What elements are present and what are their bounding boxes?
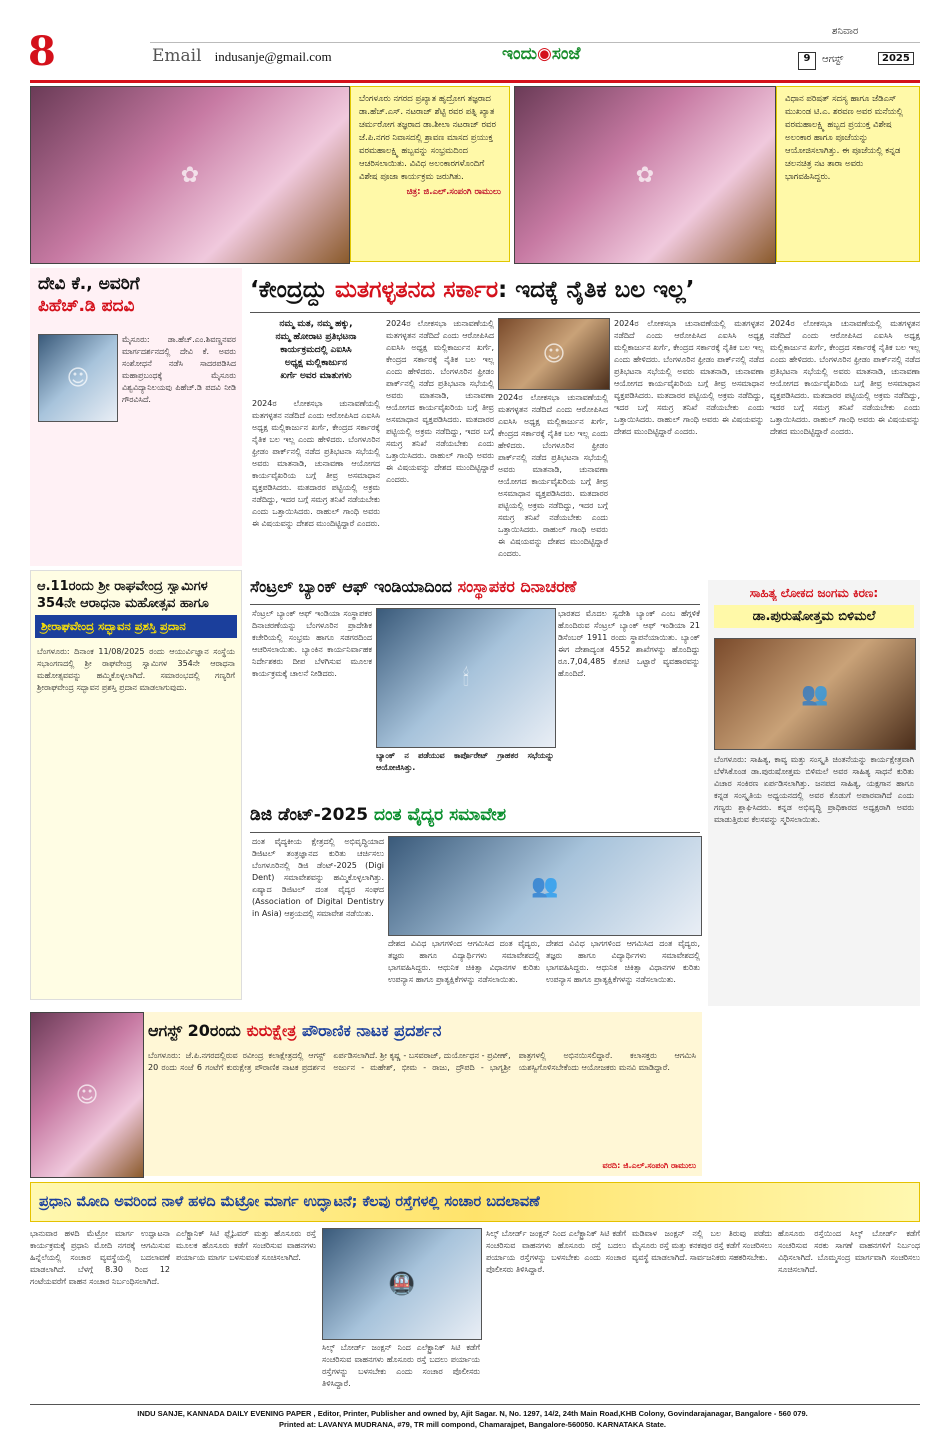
drama-headline-part3: ಪೌರಾಣಿಕ ನಾಟಕ ಪ್ರದರ್ಶನ: [301, 1021, 442, 1040]
photo-credit: ಚಿತ್ರ: ಜಿ.ಎಲ್.ಸಂಪಂಗಿ ರಾಮುಲು: [406, 187, 501, 197]
email-line: [152, 46, 452, 72]
literary-title-line2: ಡಾ.ಪುರುಷೋತ್ತಮ ಬಿಳಿಮಲೆ: [714, 605, 914, 628]
bank-headline-highlight: ಸಂಸ್ಥಾಪಕರ ದಿನಾಚರಣೆ: [457, 577, 577, 596]
festival-pooja-photo: [514, 86, 776, 264]
metro-col4: ಸಿಲ್ಕ್ ಬೋರ್ಡ್ ಜಂಕ್ಷನ್ ನಿಂದ ಎಲೆಕ್ಟ್ರಾನಿಕ್ ಸಿಟಿ ಕಡೆಗೆ ಸಂಚರಿಸುವ ವಾಹನಗಳು ಹೊಸೂರು ರಸ್ತೆ ಬದಲು ಪರ್ಯಾಯ ರಸ್ತೆಗಳನ್ನು ಬಳಸಬೇಕು ಎಂದು ಸಂಚಾರ ಪೊಲೀಸರು ತಿಳಿಸಿದ್ದಾರೆ.: [486, 1229, 626, 1274]
drama-headline-part1: ಆಗಸ್ಟ್ 20ರಂದು: [148, 1021, 247, 1040]
raghavendra-title-line2: 354ನೇ ಆರಾಧನಾ ಮಹೋತ್ಸವ ಹಾಗೂ: [37, 596, 209, 611]
email-label: Email: [152, 46, 202, 66]
drama-headline: [148, 1018, 698, 1044]
metro-col3: ಸಿಲ್ಕ್ ಬೋರ್ಡ್ ಜಂಕ್ಷನ್ ನಿಂದ ಎಲೆಕ್ಟ್ರಾನಿಕ್ ಸಿಟಿ ಕಡೆಗೆ ಸಂಚರಿಸುವ ವಾಹನಗಳು ಹೊಸೂರು ರಸ್ತೆ ಬದಲು ಪರ್ಯಾಯ ರಸ್ತೆಗಳನ್ನು ಬಳಸಬೇಕು ಎಂದು ಸಂಚಾರ ಪೊಲೀಸರು ತಿಳಿಸಿದ್ದಾರೆ.: [322, 1343, 480, 1388]
dental-headline-part1: ಡಿಜಿ ಡೆಂಟ್-2025: [250, 805, 375, 825]
lead-kicker-line5: ಖರ್ಗೆ ಅವರ ಮಾತುಗಳು: [280, 371, 352, 381]
lead-kicker-line1: ನಮ್ಮ ಮತ, ನಮ್ಮ ಹಕ್ಕು,: [279, 319, 353, 329]
imprint-footer: [0, 1408, 945, 1446]
bank-body-left: ಸೆಂಟ್ರಲ್ ಬ್ಯಾಂಕ್ ಆಫ್ ಇಂಡಿಯಾ ಸಂಸ್ಥಾಪಕರ ದಿನಾಚರಣೆಯನ್ನು ಬೆಂಗಳೂರಿನ ಪ್ರಾದೇಶಿಕ ಕಚೇರಿಯಲ್ಲಿ ಸಂಭ್ರಮ ಹಾಗೂ ಸಡಗರದಿಂದ ಆಚರಿಸಲಾಯಿತು. ಬ್ಯಾಂಕಿನ ಕಾರ್ಯನಿರ್ವಾಹಕ ನಿರ್ದೇಶಕರು ದೀಪ ಬೆಳಗಿಸುವ ಮೂಲಕ ಕಾರ್ಯಕ್ರಮಕ್ಕೆ ಚಾಲನೆ ನೀಡಿದರು.: [252, 609, 372, 678]
lead-kicker-line3: ಕಾರ್ಯಕ್ರಮದಲ್ಲಿ ಎಐಸಿಸಿ: [280, 345, 352, 355]
dental-body-mid: ದೇಶದ ವಿವಿಧ ಭಾಗಗಳಿಂದ ಆಗಮಿಸಿದ ದಂತ ವೈದ್ಯರು, ತಜ್ಞರು ಹಾಗೂ ವಿದ್ಯಾರ್ಥಿಗಳು ಸಮಾವೇಶದಲ್ಲಿ ಭಾಗವಹಿಸಿದ್ದರು. ಆಧುನಿಕ ಚಿಕಿತ್ಸಾ ವಿಧಾನಗಳ ಕುರಿತು ಉಪನ್ಯಾಸ ಹಾಗೂ ಪ್ರಾತ್ಯಕ್ಷಿಕೆಗಳನ್ನು ನಡೆಸಲಾಯಿತು.: [388, 939, 540, 984]
lead-body-col1: 2024ರ ಲೋಕಸಭಾ ಚುನಾವಣೆಯಲ್ಲಿ ಮತಗಳ್ಳತನ ನಡೆದಿದೆ ಎಂದು ಆರೋಪಿಸಿದ ಎಐಸಿಸಿ ಅಧ್ಯಕ್ಷ ಮಲ್ಲಿಕಾರ್ಜುನ ಖರ್ಗೆ, ಕೇಂದ್ರದ ಸರ್ಕಾರಕ್ಕೆ ನೈತಿಕ ಬಲ ಇಲ್ಲ ಎಂದು ಹೇಳಿದರು. ಬೆಂಗಳೂರಿನ ಫ್ರೀಡಂ ಪಾರ್ಕ್‌ನಲ್ಲಿ ನಡೆದ ಪ್ರತಿಭಟನಾ ಸಭೆಯಲ್ಲಿ ಅವರು ಮಾತನಾಡಿ, ಚುನಾವಣಾ ಆಯೋಗದ ಕಾರ್ಯವೈಖರಿಯ ಬಗ್ಗೆ ತೀವ್ರ ಅಸಮಾಧಾನ ವ್ಯಕ್ತಪಡಿಸಿದರು. ಮತದಾರರ ಪಟ್ಟಿಯಲ್ಲಿ ಅಕ್ರಮ ನಡೆದಿದ್ದು, ಇದರ ಬಗ್ಗೆ ಸಮಗ್ರ ತನಿಖೆ ನಡೆಯಬೇಕು ಎಂದು ಒತ್ತಾಯಿಸಿದರು. ರಾಹುಲ್ ಗಾಂಧಿ ಅವರು ಈ ವಿಷಯವನ್ನು ದೇಶದ ಮುಂದಿಟ್ಟಿದ್ದಾರೆ ಎಂದರು.: [252, 399, 380, 528]
caption-text: ಬೆಂಗಳೂರು ನಗರದ ಪ್ರಖ್ಯಾತ ಹೃದ್ರೋಗ ತಜ್ಞರಾದ ಡಾ.ಹೆಚ್.ಎಸ್. ನಟರಾಜ್ ಶೆಟ್ಟಿ ರವರ ಪತ್ನಿ ಖ್ಯಾತ ಚರ್ಮರೋಗ ತಜ್ಞರಾದ ಡಾ.ಶೀಲಾ ನಟರಾಜ್ ರವರ ಜೆ.ಪಿ.ನಗರ ನಿವಾಸದಲ್ಲಿ ಶ್ರಾವಣ ಮಾಸದ ಪ್ರಯುಕ್ತ ವರಮಹಾಲಕ್ಷ್ಮಿ ಹಬ್ಬವನ್ನು ಸಂಭ್ರಮದಿಂದ ಆಚರಿಸಲಾಯಿತು. ವಿವಿಧ ಅಲಂಕಾರಗಳೊಂದಿಗೆ ವಿಶೇಷ ಪೂಜಾ ಕಾರ್ಯಕ್ರಮ ಜರುಗಿತು.: [359, 94, 496, 182]
day-label: ಶನಿವಾರ: [832, 26, 859, 37]
dental-rule: [250, 832, 700, 833]
lead-rule: [250, 312, 920, 313]
raghavendra-title-line1: ಆ.11ರಂದು ಶ್ರೀ ರಾಘವೇಂದ್ರ ಸ್ವಾಮಿಗಳ: [37, 579, 208, 594]
festival-caption-left: [350, 86, 510, 262]
email-address: indusanje@gmail.com: [214, 49, 332, 64]
dental-body-left: ದಂತ ವೈದ್ಯಕೀಯ ಕ್ಷೇತ್ರದಲ್ಲಿ ಅಭಿವೃದ್ಧಿಯಾದ ಡಿಜಿಟಲ್ ತಂತ್ರಜ್ಞಾನದ ಕುರಿತು ಚರ್ಚಿಸಲು ಬೆಂಗಳೂರಿನಲ್ಲಿ ಡಿಜಿ ಡೆಂಟ್-2025 (Digi Dent) ಸಮಾವೇಶವನ್ನು ಹಮ್ಮಿಕೊಳ್ಳಲಾಗಿತ್ತು. ಏಷ್ಯಾದ ಡಿಜಿಟಲ್ ದಂತ ವೈದ್ಯರ ಸಂಘದ (Association of Digital Dentistry in Asia) ಆಶ್ರಯದಲ್ಲಿ ಸಮಾವೇಶ ನಡೆಯಿತು.: [252, 837, 384, 918]
bank-lamp-photo: [376, 608, 556, 748]
dental-body-right: ದೇಶದ ವಿವಿಧ ಭಾಗಗಳಿಂದ ಆಗಮಿಸಿದ ದಂತ ವೈದ್ಯರು, ತಜ್ಞರು ಹಾಗೂ ವಿದ್ಯಾರ್ಥಿಗಳು ಸಮಾವೇಶದಲ್ಲಿ ಭಾಗವಹಿಸಿದ್ದರು. ಆಧುನಿಕ ಚಿಕಿತ್ಸಾ ವಿಧಾನಗಳ ಕುರಿತು ಉಪನ್ಯಾಸ ಹಾಗೂ ಪ್ರಾತ್ಯಕ್ಷಿಕೆಗಳನ್ನು ನಡೆಸಲಾಯಿತು.: [546, 939, 700, 984]
person-icon: ☺: [542, 341, 566, 367]
phd-title-line1: ದೇವಿ ಕೆ., ಅವರಿಗೆ: [38, 274, 140, 294]
footer-rule: [30, 1404, 920, 1405]
bank-body-right: ಭಾರತದ ಮೊದಲ ಸ್ವದೇಶಿ ಬ್ಯಾಂಕ್ ಎಂಬ ಹೆಗ್ಗಳಿಕೆ ಹೊಂದಿರುವ ಸೆಂಟ್ರಲ್ ಬ್ಯಾಂಕ್ ಆಫ್ ಇಂಡಿಯಾ 21 ಡಿಸೆಂಬರ್ 1911 ರಂದು ಸ್ಥಾಪನೆಯಾಯಿತು. ಬ್ಯಾಂಕ್ ಈಗ ದೇಶಾದ್ಯಂತ 4552 ಶಾಖೆಗಳನ್ನು ಹೊಂದಿದ್ದು ರೂ.7,04,485 ಕೋಟಿ ಒಟ್ಟಾರೆ ವ್ಯವಹಾರವನ್ನು ಹೊಂದಿದೆ.: [558, 609, 700, 678]
photo-icon: ✿: [635, 162, 655, 188]
bank-headline-part1: ಸೆಂಟ್ರಲ್ ಬ್ಯಾಂಕ್ ಆಫ್ ಇಂಡಿಯಾದಿಂದ: [250, 577, 458, 596]
person-icon: ☺: [66, 365, 90, 391]
bank-photo-caption: ಬ್ಯಾಂಕ್ ನ ಪಡೆಯುವ ಕಾರ್ಪೊರೇಟ್ ಗ್ರಾಹಕರ ಸಭೆಯನ್ನು ಆಯೋಜಿಸಿತ್ತು.: [376, 751, 554, 772]
lead-body-col4: 2024ರ ಲೋಕಸಭಾ ಚುನಾವಣೆಯಲ್ಲಿ ಮತಗಳ್ಳತನ ನಡೆದಿದೆ ಎಂದು ಆರೋಪಿಸಿದ ಎಐಸಿಸಿ ಅಧ್ಯಕ್ಷ ಮಲ್ಲಿಕಾರ್ಜುನ ಖರ್ಗೆ, ಕೇಂದ್ರದ ಸರ್ಕಾರಕ್ಕೆ ನೈತಿಕ ಬಲ ಇಲ್ಲ ಎಂದು ಹೇಳಿದರು. ಬೆಂಗಳೂರಿನ ಫ್ರೀಡಂ ಪಾರ್ಕ್‌ನಲ್ಲಿ ನಡೆದ ಪ್ರತಿಭಟನಾ ಸಭೆಯಲ್ಲಿ ಅವರು ಮಾತನಾಡಿ, ಚುನಾವಣಾ ಆಯೋಗದ ಕಾರ್ಯವೈಖರಿಯ ಬಗ್ಗೆ ತೀವ್ರ ಅಸಮಾಧಾನ ವ್ಯಕ್ತಪಡಿಸಿದರು. ಮತದಾರರ ಪಟ್ಟಿಯಲ್ಲಿ ಅಕ್ರಮ ನಡೆದಿದ್ದು, ಇದರ ಬಗ್ಗೆ ಸಮಗ್ರ ತನಿಖೆ ನಡೆಯಬೇಕು ಎಂದು ಒತ್ತಾಯಿಸಿದರು. ರಾಹುಲ್ ಗಾಂಧಿ ಅವರು ಈ ವಿಷಯವನ್ನು ದೇಶದ ಮುಂದಿಟ್ಟಿದ್ದಾರೆ ಎಂದರು.: [614, 319, 764, 436]
lead-body-col2: 2024ರ ಲೋಕಸಭಾ ಚುನಾವಣೆಯಲ್ಲಿ ಮತಗಳ್ಳತನ ನಡೆದಿದೆ ಎಂದು ಆರೋಪಿಸಿದ ಎಐಸಿಸಿ ಅಧ್ಯಕ್ಷ ಮಲ್ಲಿಕಾರ್ಜುನ ಖರ್ಗೆ, ಕೇಂದ್ರದ ಸರ್ಕಾರಕ್ಕೆ ನೈತಿಕ ಬಲ ಇಲ್ಲ ಎಂದು ಹೇಳಿದರು. ಬೆಂಗಳೂರಿನ ಫ್ರೀಡಂ ಪಾರ್ಕ್‌ನಲ್ಲಿ ನಡೆದ ಪ್ರತಿಭಟನಾ ಸಭೆಯಲ್ಲಿ ಅವರು ಮಾತನಾಡಿ, ಚುನಾವಣಾ ಆಯೋಗದ ಕಾರ್ಯವೈಖರಿಯ ಬಗ್ಗೆ ತೀವ್ರ ಅಸಮಾಧಾನ ವ್ಯಕ್ತಪಡಿಸಿದರು. ಮತದಾರರ ಪಟ್ಟಿಯಲ್ಲಿ ಅಕ್ರಮ ನಡೆದಿದ್ದು, ಇದರ ಬಗ್ಗೆ ಸಮಗ್ರ ತನಿಖೆ ನಡೆಯಬೇಕು ಎಂದು ಒತ್ತಾಯಿಸಿದರು. ರಾಹುಲ್ ಗಾಂಧಿ ಅವರು ಈ ವಿಷಯವನ್ನು ದೇಶದ ಮುಂದಿಟ್ಟಿದ್ದಾರೆ ಎಂದರು.: [386, 319, 494, 484]
lead-headline: [250, 270, 920, 310]
dental-headline-highlight: ದಂತ ವೈದ್ಯರ ಸಮಾವೇಶ: [374, 805, 507, 825]
metro-col2: ಎಲೆಕ್ಟ್ರಾನಿಕ್ ಸಿಟಿ ಫ್ಲೈಓವರ್ ಮತ್ತು ಹೊಸೂರು ರಸ್ತೆ ಮೂಲಕ ಹೊಸೂರು ಕಡೆಗೆ ಸಂಚರಿಸುವ ವಾಹನಗಳು ಪರ್ಯಾಯ ಮಾರ್ಗ ಬಳಸುವಂತೆ ಸೂಚಿಸಲಾಗಿದೆ.: [176, 1229, 316, 1262]
train-icon: 🚇: [388, 1271, 416, 1297]
bank-rule: [250, 604, 700, 605]
lead-headline-part3: : ಇದಕ್ಕೆ ನೈತಿಕ ಬಲ ಇಲ್ಲ’: [498, 277, 695, 303]
lead-kicker-line4: ಅಧ್ಯಕ್ಷ ಮಲ್ಲಿಕಾರ್ಜುನ: [284, 358, 348, 368]
raghavendra-body: ಬೆಂಗಳೂರು: ದಿನಾಂಕ 11/08/2025 ರಂದು ಆಯುರ್ವಿಜ್ಞಾನ ಸಂಸ್ಥೆಯ ಸಭಾಂಗಣದಲ್ಲಿ ಶ್ರೀ ರಾಘವೇಂದ್ರ ಸ್ವಾಮಿಗಳ 354ನೇ ಆರಾಧನಾ ಮಹೋತ್ಸವವನ್ನು ಹಮ್ಮಿಕೊಳ್ಳಲಾಗಿದೆ. ಸಮಾರಂಭದಲ್ಲಿ ಗಣ್ಯರಿಗೆ ಶ್ರೀರಾಘವೇಂದ್ರ ಸದ್ಭಾವನ ಪ್ರಶಸ್ತಿ ಪ್ರದಾನ ಮಾಡಲಾಗುವುದು.: [37, 647, 235, 692]
raghavendra-title-line3: ಶ್ರೀರಾಘವೇಂದ್ರ ಸದ್ಭಾವನ ಪ್ರಶಸ್ತಿ ಪ್ರದಾನ: [35, 615, 237, 638]
header-red-rule: [30, 80, 920, 83]
lead-headline-part1: ‘ಕೇಂದ್ರದ್ದು: [250, 277, 335, 303]
photo-icon: 👥: [801, 681, 829, 707]
literary-story: [708, 580, 920, 1006]
masthead-sun-icon: ◉: [536, 44, 552, 64]
date-number: 9: [798, 52, 816, 70]
lead-headline-highlight: ಮತಗಳ್ಳತನದ ಸರ್ಕಾರ: [334, 277, 499, 303]
metro-col1: ಭಾನುವಾರ ಹಳದಿ ಮೆಟ್ರೋ ಮಾರ್ಗ ಉದ್ಘಾಟನಾ ಕಾರ್ಯಕ್ರಮಕ್ಕೆ ಪ್ರಧಾನಿ ಮೋದಿ ನಗರಕ್ಕೆ ಆಗಮಿಸುವ ಹಿನ್ನೆಲೆಯಲ್ಲಿ ಸಂಚಾರ ವ್ಯವಸ್ಥೆಯಲ್ಲಿ ಬದಲಾವಣೆ ಮಾಡಲಾಗಿದೆ. ಬೆಳಗ್ಗೆ 8.30 ರಿಂದ 12 ಗಂಟೆಯವರೆಗೆ ವಾಹನ ಸಂಚಾರ ನಿರ್ಬಂಧಿಸಲಾಗಿದೆ.: [30, 1229, 170, 1286]
year-label: 2025: [878, 52, 914, 65]
masthead-logo: [502, 44, 581, 64]
masthead-left: ಇಂದು: [502, 44, 537, 64]
lead-kicker-line2: ನಮ್ಮ ಹೋರಾಟ ಪ್ರತಿಭಟನಾ: [275, 332, 357, 342]
phd-story: [30, 268, 242, 566]
literary-title-line1: ಸಾಹಿತ್ಯ ಲೋಕದ ಜಂಗಮ ಕಿರಣ:: [749, 586, 879, 600]
metro-banner: [30, 1182, 920, 1222]
drama-body: ಬೆಂಗಳೂರು: ಜೆ.ಪಿ.ನಗರದಲ್ಲಿರುವ ರವೀಂದ್ರ ಕಲಾಕ್ಷೇತ್ರದಲ್ಲಿ ಆಗಸ್ಟ್ 20 ರಂದು ಸಂಜೆ 6 ಗಂಟೆಗೆ ಕುರುಕ್ಷೇತ್ರ ಪೌರಾಣಿಕ ನಾಟಕ ಪ್ರದರ್ಶನ ಏರ್ಪಡಿಸಲಾಗಿದೆ. ಶ್ರೀ ಕೃಷ್ಣ - ಬಸವರಾಜ್, ದುರ್ಯೋಧನ - ಪ್ರವೀಣ್, ಅರ್ಜುನ - ಮಹೇಶ್, ಭೀಮ - ರಾಜು, ದ್ರೌಪದಿ - ಭಾಗ್ಯಶ್ರೀ ಪಾತ್ರಗಳಲ್ಲಿ ಅಭಿನಯಿಸಲಿದ್ದಾರೆ. ಕಲಾಸಕ್ತರು ಆಗಮಿಸಿ ಯಶಸ್ವಿಗೊಳಿಸಬೇಕೆಂದು ಆಯೋಜಕರು ಮನವಿ ಮಾಡಿದ್ದಾರೆ.: [148, 1051, 696, 1072]
metro-col5: ಮಡಿವಾಳ ಜಂಕ್ಷನ್ ನಲ್ಲಿ ಬಲ ತಿರುವು ಪಡೆದು ಮೈಸೂರು ರಸ್ತೆ ಮತ್ತು ಕನಕಪುರ ರಸ್ತೆ ಕಡೆಗೆ ಸಂಚರಿಸಲು ವ್ಯವಸ್ಥೆ ಮಾಡಲಾಗಿದೆ. ಸಾರ್ವಜನಿಕರು ಸಹಕರಿಸಬೇಕು.: [632, 1229, 772, 1262]
lead-body-col3: 2024ರ ಲೋಕಸಭಾ ಚುನಾವಣೆಯಲ್ಲಿ ಮತಗಳ್ಳತನ ನಡೆದಿದೆ ಎಂದು ಆರೋಪಿಸಿದ ಎಐಸಿಸಿ ಅಧ್ಯಕ್ಷ ಮಲ್ಲಿಕಾರ್ಜುನ ಖರ್ಗೆ, ಕೇಂದ್ರದ ಸರ್ಕಾರಕ್ಕೆ ನೈತಿಕ ಬಲ ಇಲ್ಲ ಎಂದು ಹೇಳಿದರು. ಬೆಂಗಳೂರಿನ ಫ್ರೀಡಂ ಪಾರ್ಕ್‌ನಲ್ಲಿ ನಡೆದ ಪ್ರತಿಭಟನಾ ಸಭೆಯಲ್ಲಿ ಅವರು ಮಾತನಾಡಿ, ಚುನಾವಣಾ ಆಯೋಗದ ಕಾರ್ಯವೈಖರಿಯ ಬಗ್ಗೆ ತೀವ್ರ ಅಸಮಾಧಾನ ವ್ಯಕ್ತಪಡಿಸಿದರು. ಮತದಾರರ ಪಟ್ಟಿಯಲ್ಲಿ ಅಕ್ರಮ ನಡೆದಿದ್ದು, ಇದರ ಬಗ್ಗೆ ಸಮಗ್ರ ತನಿಖೆ ನಡೆಯಬೇಕು ಎಂದು ಒತ್ತಾಯಿಸಿದರು. ರಾಹುಲ್ ಗಾಂಧಿ ಅವರು ಈ ವಿಷಯವನ್ನು ದೇಶದ ಮುಂದಿಟ್ಟಿದ್ದಾರೆ ಎಂದರು.: [498, 393, 608, 558]
phd-portrait: [38, 334, 118, 422]
lead-kicker: [252, 318, 380, 396]
raghavendra-story: [30, 570, 242, 1000]
person-icon: ☺: [75, 1082, 99, 1108]
month-label: ಆಗಸ್ಟ್: [822, 54, 844, 65]
drama-headline-highlight: ಕುರುಕ್ಷೇತ್ರ: [246, 1021, 302, 1040]
imprint-line1: INDU SANJE, KANNADA DAILY EVENING PAPER , Editor, Printer, Publisher and owned by, Ajit Sagar. N, No. 1297, 14/2, 24th Main Road,KHB Colony, Govindarajanagar, Bangalore - 560 079.: [137, 1409, 808, 1418]
metro-headline: ಪ್ರಧಾನಿ ಮೋದಿ ಅವರಿಂದ ನಾಳೆ ಹಳದಿ ಮೆಟ್ರೋ ಮಾರ್ಗ ಉದ್ಘಾಟನೆ; ಕೆಲವು ರಸ್ತೆಗಳಲ್ಲಿ ಸಂಚಾರ ಬದಲಾವಣೆ: [39, 1194, 540, 1210]
photo-icon: 🕯: [462, 665, 470, 691]
lead-body-col5: 2024ರ ಲೋಕಸಭಾ ಚುನಾವಣೆಯಲ್ಲಿ ಮತಗಳ್ಳತನ ನಡೆದಿದೆ ಎಂದು ಆರೋಪಿಸಿದ ಎಐಸಿಸಿ ಅಧ್ಯಕ್ಷ ಮಲ್ಲಿಕಾರ್ಜುನ ಖರ್ಗೆ, ಕೇಂದ್ರದ ಸರ್ಕಾರಕ್ಕೆ ನೈತಿಕ ಬಲ ಇಲ್ಲ ಎಂದು ಹೇಳಿದರು. ಬೆಂಗಳೂರಿನ ಫ್ರೀಡಂ ಪಾರ್ಕ್‌ನಲ್ಲಿ ನಡೆದ ಪ್ರತಿಭಟನಾ ಸಭೆಯಲ್ಲಿ ಅವರು ಮಾತನಾಡಿ, ಚುನಾವಣಾ ಆಯೋಗದ ಕಾರ್ಯವೈಖರಿಯ ಬಗ್ಗೆ ತೀವ್ರ ಅಸಮಾಧಾನ ವ್ಯಕ್ತಪಡಿಸಿದರು. ಮತದಾರರ ಪಟ್ಟಿಯಲ್ಲಿ ಅಕ್ರಮ ನಡೆದಿದ್ದು, ಇದರ ಬಗ್ಗೆ ಸಮಗ್ರ ತನಿಖೆ ನಡೆಯಬೇಕು ಎಂದು ಒತ್ತಾಯಿಸಿದರು. ರಾಹುಲ್ ಗಾಂಧಿ ಅವರು ಈ ವಿಷಯವನ್ನು ದೇಶದ ಮುಂದಿಟ್ಟಿದ್ದಾರೆ ಎಂದರು.: [770, 319, 920, 436]
date-block: [798, 26, 918, 76]
phd-body: ಮೈಸೂರು: ಡಾ.ಹೆಚ್.ಎಂ.ಶಿವಣ್ಣನವರ ಮಾರ್ಗದರ್ಶನದಲ್ಲಿ ದೇವಿ ಕೆ. ಅವರು ಸಂಶೋಧನೆ ನಡೆಸಿ ಸಾದರಪಡಿಸಿದ ಮಹಾಪ್ರಬಂಧಕ್ಕೆ ಮೈಸೂರು ವಿಶ್ವವಿದ್ಯಾನಿಲಯವು ಪಿಹೆಚ್.ಡಿ ಪದವಿ ನೀಡಿ ಗೌರವಿಸಿದೆ.: [122, 335, 236, 404]
photo-icon: 👥: [531, 873, 559, 899]
dental-group-photo: [388, 836, 702, 936]
metro-col6: ಹೊಸೂರು ರಸ್ತೆಯಿಂದ ಸಿಲ್ಕ್ ಬೋರ್ಡ್ ಕಡೆಗೆ ಸಂಚರಿಸುವ ಸರಕು ಸಾಗಣೆ ವಾಹನಗಳಿಗೆ ನಿರ್ಬಂಧ ವಿಧಿಸಲಾಗಿದೆ. ಬೊಮ್ಮಸಂದ್ರ ಮಾರ್ಗವಾಗಿ ಸಂಚರಿಸಲು ಸೂಚಿಸಲಾಗಿದೆ.: [778, 1229, 920, 1274]
dental-headline: [250, 800, 700, 830]
page-number: 8: [28, 28, 56, 75]
drama-story: [30, 1012, 702, 1176]
drama-portrait: [30, 1012, 144, 1178]
imprint-line2: Printed at: LAVANYA MUDRANA, #79, TR mill compond, Chamarajpet, Bangalore-560050. KARNATAKA State.: [278, 1420, 666, 1429]
bank-headline: [250, 572, 700, 602]
photo-icon: ✿: [180, 162, 200, 188]
literary-body: ಬೆಂಗಳೂರು: ಸಾಹಿತ್ಯ, ಕಾವ್ಯ ಮತ್ತು ಸಂಸ್ಕೃತಿ ಚಿಂತನೆಯನ್ನು ಕಾರ್ಯಕ್ಷೇತ್ರವಾಗಿ ಬೆಳೆಸಿಕೊಂಡ ಡಾ.ಪುರುಷೋತ್ತಮ ಬಿಳಿಮಲೆ ಅವರ ಸಾಹಿತ್ಯ ಸಾಧನೆ ಕುರಿತು ವಿಚಾರ ಸಂಕಿರಣ ಏರ್ಪಡಿಸಲಾಗಿತ್ತು. ಜನಪದ ಸಾಹಿತ್ಯ, ಯಕ್ಷಗಾನ ಹಾಗೂ ಕನ್ನಡ ಸಂಸ್ಕೃತಿಯ ಅಧ್ಯಯನದಲ್ಲಿ ಅವರ ಕೊಡುಗೆ ಅಪಾರವಾಗಿದೆ ಎಂದು ಗಣ್ಯರು ಶ್ಲಾಘಿಸಿದರು. ಕನ್ನಡ ಅಭಿವೃದ್ಧಿ ಪ್ರಾಧಿಕಾರದ ಅಧ್ಯಕ್ಷರಾಗಿ ಅವರು ಮಾಡುತ್ತಿರುವ ಕೆಲಸವನ್ನು ಸ್ಮರಿಸಲಾಯಿತು.: [714, 755, 914, 824]
kharge-photo: [498, 318, 610, 390]
masthead-right: ಸಂಜೆ: [551, 44, 581, 64]
metro-train-photo: [322, 1228, 482, 1340]
drama-credit: ವರದಿ: ಜಿ.ಎಲ್.ಸಂಪಂಗಿ ರಾಮುಲು: [602, 1161, 696, 1170]
festival-caption-right: [776, 86, 920, 262]
literary-group-photo: [714, 638, 916, 750]
festival-family-photo: [30, 86, 350, 264]
caption-text: ವಿಧಾನ ಪರಿಷತ್ ಸದಸ್ಯ ಹಾಗೂ ಜೆಡಿಎಸ್ ಮುಖಂಡ ಟಿ.ಎ. ಶರವಣ ಅವರ ಮನೆಯಲ್ಲಿ ವರಮಹಾಲಕ್ಷ್ಮಿ ಹಬ್ಬದ ಪ್ರಯುಕ್ತ ವಿಶೇಷ ಅಲಂಕಾರ ಹಾಗೂ ಪೂಜೆಯನ್ನು ಆಯೋಜಿಸಲಾಗಿತ್ತು. ಈ ಪೂಜೆಯಲ್ಲಿ ಕನ್ನಡ ಚಲನಚಿತ್ರ ನಟ ತಾರಾ ಅವರು ಭಾಗವಹಿಸಿದ್ದರು.: [785, 94, 903, 182]
phd-title-line2: ಪಿಹೆಚ್.ಡಿ ಪದವಿ: [38, 296, 135, 316]
